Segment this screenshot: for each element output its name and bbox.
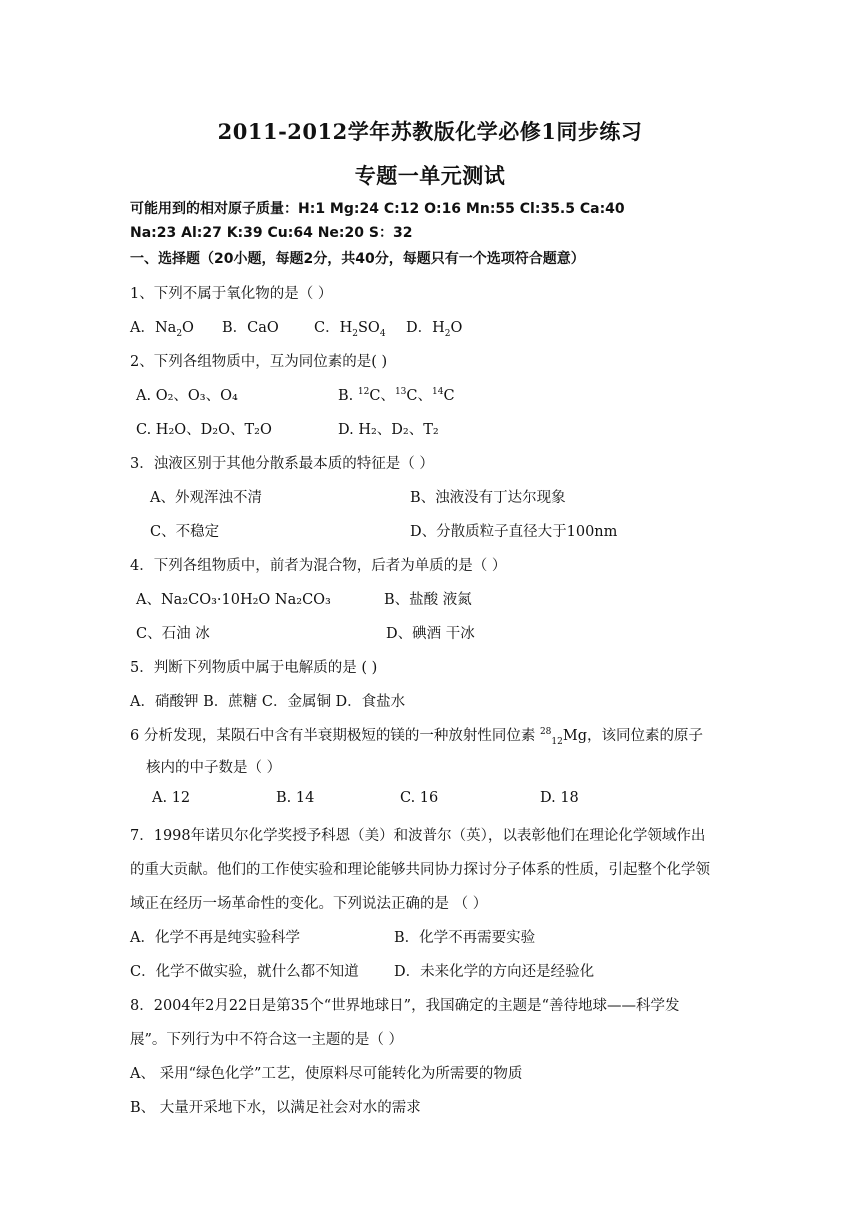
option-b: B. $^{12}$C、$^{13}$C、$^{14}$C	[338, 387, 455, 404]
question-7-line-1: 7．1998年诺贝尔化学奖授予科恩（美）和波普尔（英），以表彰他们在理论化学领域作出	[130, 828, 706, 844]
option-a: A、Na₂CO₃·10H₂O Na₂CO₃	[136, 592, 331, 608]
document-title: 2011-2012学年苏教版化学必修1同步练习	[217, 119, 643, 144]
question-7-line-2: 的重大贡献。他们的工作使实验和理论能够共同协力探讨分子体系的性质，引起整个化学领	[130, 862, 710, 878]
atomic-masses-line-2: Na:23 Al:27 K:39 Cu:64 Ne:20 S：32	[130, 225, 413, 241]
option-a: A．$Na_2O$	[130, 320, 194, 339]
question-5-options: A．硝酸钾 B．蔗糖 C．金属铜 D．食盐水	[130, 694, 406, 710]
option-b: B、浊液没有丁达尔现象	[410, 490, 566, 506]
option-d: D. H₂、D₂、T₂	[338, 422, 439, 438]
question-1-stem: 1、下列不属于氧化物的是（ ）	[130, 286, 333, 302]
question-4-stem: 4．下列各组物质中，前者为混合物，后者为单质的是（ ）	[130, 558, 507, 574]
option-b: B、盐酸 液氮	[384, 592, 472, 608]
question-5-stem: 5．判断下列物质中属于电解质的是 ( )	[130, 660, 378, 676]
option-c: C．$H_2SO_4$	[314, 320, 386, 339]
question-6-stem: 6 分析发现，某陨石中含有半衰期极短的镁的一种放射性同位素 $^{28}_{12}$Mg，该同位素的原子	[130, 727, 703, 747]
question-6-stem-continued: 核内的中子数是（ ）	[146, 760, 282, 776]
option-a: A．化学不再是纯实验科学	[130, 930, 300, 946]
atomic-masses-line-1: 可能用到的相对原子质量：H:1 Mg:24 C:12 O:16 Mn:55 Cl:35.5 Ca:40	[130, 201, 625, 217]
option-b: B. 14	[276, 790, 315, 806]
option-d: D、分散质粒子直径大于100nm	[410, 524, 618, 540]
question-8-option-a: A、 采用“绿色化学”工艺，使原料尽可能转化为所需要的物质	[130, 1066, 523, 1082]
option-a: A、外观浑浊不清	[150, 490, 262, 506]
question-3-stem: 3．浊液区别于其他分散系最本质的特征是（ ）	[130, 456, 434, 472]
option-d: D．$H_2O$	[406, 320, 463, 339]
question-8-line-2: 展”。下列行为中不符合这一主题的是（ ）	[130, 1032, 404, 1048]
question-8-line-1: 8．2004年2月22日是第35个“世界地球日”，我国确定的主题是“善待地球——科学发	[130, 998, 680, 1014]
option-a: A. O₂、O₃、O₄	[136, 388, 238, 404]
option-c: C．化学不做实验，就什么都不知道	[130, 964, 359, 980]
option-d: D、碘酒 干冰	[386, 626, 475, 642]
option-a: A. 12	[152, 790, 191, 806]
option-d: D．未来化学的方向还是经验化	[394, 964, 595, 980]
option-d: D. 18	[540, 790, 579, 806]
option-c: C. 16	[400, 790, 439, 806]
question-8-option-b: B、 大量开采地下水，以满足社会对水的需求	[130, 1100, 421, 1116]
document-subtitle: 专题一单元测试	[354, 163, 506, 188]
option-c: C、不稳定	[150, 524, 220, 540]
question-7-line-3: 域正在经历一场革命性的变化。下列说法正确的是 （ ）	[130, 896, 488, 912]
question-2-stem: 2、下列各组物质中，互为同位素的是( )	[130, 354, 388, 370]
option-c: C. H₂O、D₂O、T₂O	[136, 422, 272, 438]
option-b: B．化学不再需要实验	[394, 930, 536, 946]
option-c: C、石油 冰	[136, 626, 210, 642]
option-b: B．CaO	[222, 320, 279, 336]
section-heading: 一、选择题（20小题，每题2分，共40分，每题只有一个选项符合题意）	[130, 251, 585, 267]
